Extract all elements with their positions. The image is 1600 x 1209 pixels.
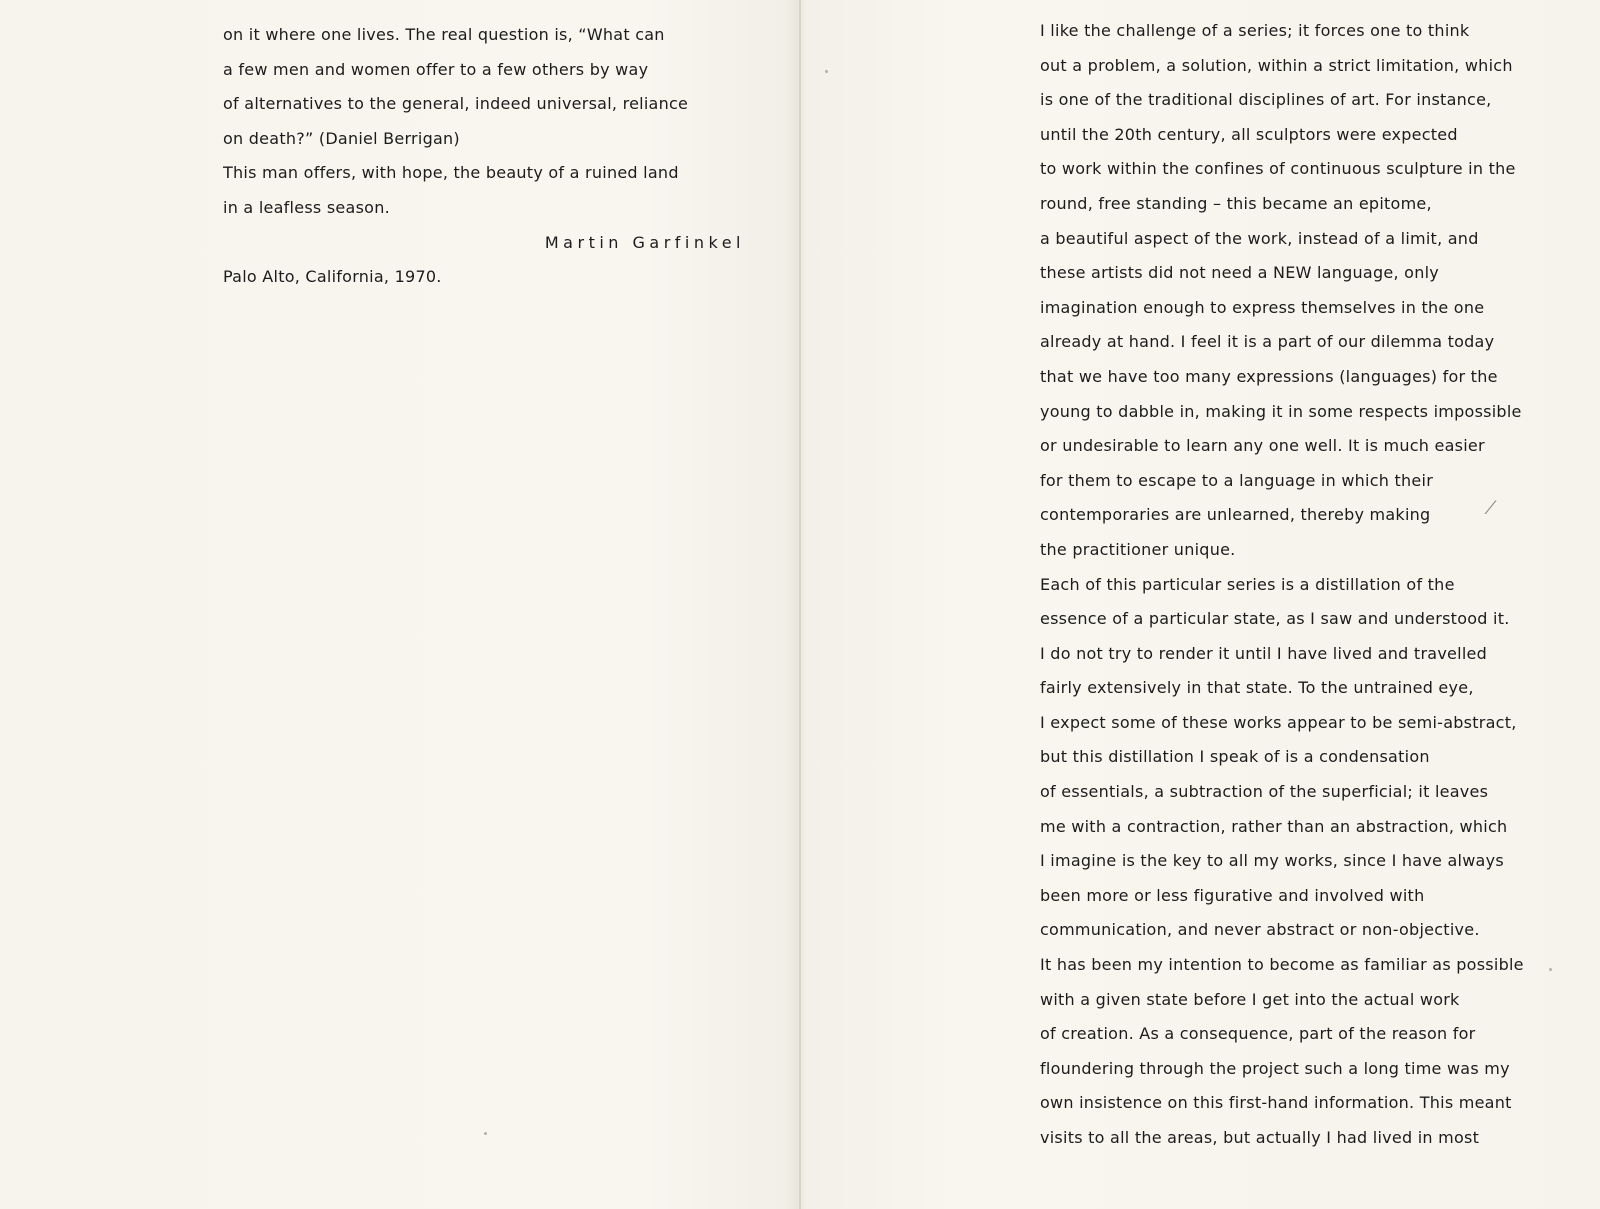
right-line: of creation. As a consequence, part of the reason for bbox=[1040, 1024, 1476, 1044]
right-line: already at hand. I feel it is a part of our dilemma today bbox=[1040, 332, 1495, 352]
right-line: I like the challenge of a series; it forces one to think bbox=[1040, 21, 1470, 40]
right-line: floundering through the project such a long time was my bbox=[1040, 1058, 1510, 1078]
right-line: been more or less figurative and involved with bbox=[1040, 885, 1425, 905]
right-line: young to dabble in, making it in some respects impossible bbox=[1040, 401, 1522, 421]
left-line: on it where one lives. The real question is, “What can bbox=[223, 25, 665, 44]
right-line: communication, and never abstract or non-objective. bbox=[1040, 920, 1480, 940]
right-line: the practitioner unique. bbox=[1040, 539, 1236, 559]
author-signature: Martin Garfinkel bbox=[544, 232, 745, 252]
right-line: with a given state before I get into the actual work bbox=[1040, 989, 1460, 1009]
right-line: I expect some of these works appear to be semi-abstract, bbox=[1040, 712, 1517, 732]
right-page bbox=[801, 0, 1600, 1209]
right-line: to work within the confines of continuous sculpture in the bbox=[1040, 159, 1516, 179]
right-line: round, free standing – this became an epitome, bbox=[1040, 193, 1432, 213]
right-line: I do not try to render it until I have lived and travelled bbox=[1040, 643, 1488, 663]
left-line: of alternatives to the general, indeed universal, reliance bbox=[223, 94, 689, 114]
right-line: of essentials, a subtraction of the superficial; it leaves bbox=[1040, 782, 1489, 802]
right-line: imagination enough to express themselves in the one bbox=[1040, 297, 1485, 317]
paper-speck bbox=[825, 70, 828, 73]
paper-speck bbox=[484, 1132, 487, 1135]
left-line: in a leafless season. bbox=[223, 197, 390, 217]
left-page-text bbox=[223, 18, 753, 295]
left-line: on death?” (Daniel Berrigan) bbox=[223, 128, 460, 148]
paper-speck bbox=[1549, 968, 1552, 971]
right-line: own insistence on this first-hand information. This meant bbox=[1040, 1093, 1512, 1113]
right-line: until the 20th century, all sculptors were expected bbox=[1040, 124, 1458, 144]
right-line: out a problem, a solution, within a strict limitation, which bbox=[1040, 55, 1513, 75]
right-line: that we have too many expressions (languages) for the bbox=[1040, 366, 1498, 386]
right-line: Each of this particular series is a distillation of the bbox=[1040, 574, 1455, 594]
right-line: visits to all the areas, but actually I had lived in most bbox=[1040, 1128, 1480, 1147]
right-line: It has been my intention to become as familiar as possible bbox=[1040, 955, 1524, 975]
right-line: a beautiful aspect of the work, instead of a limit, and bbox=[1040, 228, 1479, 248]
right-line: for them to escape to a language in which their bbox=[1040, 470, 1434, 490]
right-line: these artists did not need a NEW language, only bbox=[1040, 263, 1439, 283]
right-page-text bbox=[1040, 14, 1560, 1156]
place-date: Palo Alto, California, 1970. bbox=[223, 267, 442, 287]
right-line: I imagine is the key to all my works, since I have always bbox=[1040, 851, 1504, 871]
right-line: or undesirable to learn any one well. It is much easier bbox=[1040, 436, 1485, 456]
right-line: but this distillation I speak of is a condensation bbox=[1040, 747, 1430, 767]
left-line: a few men and women offer to a few others by way bbox=[223, 59, 649, 79]
right-line: contemporaries are unlearned, thereby making bbox=[1040, 505, 1431, 525]
right-line: is one of the traditional disciplines of art. For instance, bbox=[1040, 90, 1492, 110]
right-line: essence of a particular state, as I saw and understood it. bbox=[1040, 609, 1510, 629]
right-line: fairly extensively in that state. To the untrained eye, bbox=[1040, 678, 1474, 698]
left-line: This man offers, with hope, the beauty of a ruined land bbox=[223, 163, 679, 183]
right-line: me with a contraction, rather than an abstraction, which bbox=[1040, 816, 1508, 836]
pencil-mark: ⁄ bbox=[1489, 498, 1493, 519]
left-page bbox=[0, 0, 799, 1209]
